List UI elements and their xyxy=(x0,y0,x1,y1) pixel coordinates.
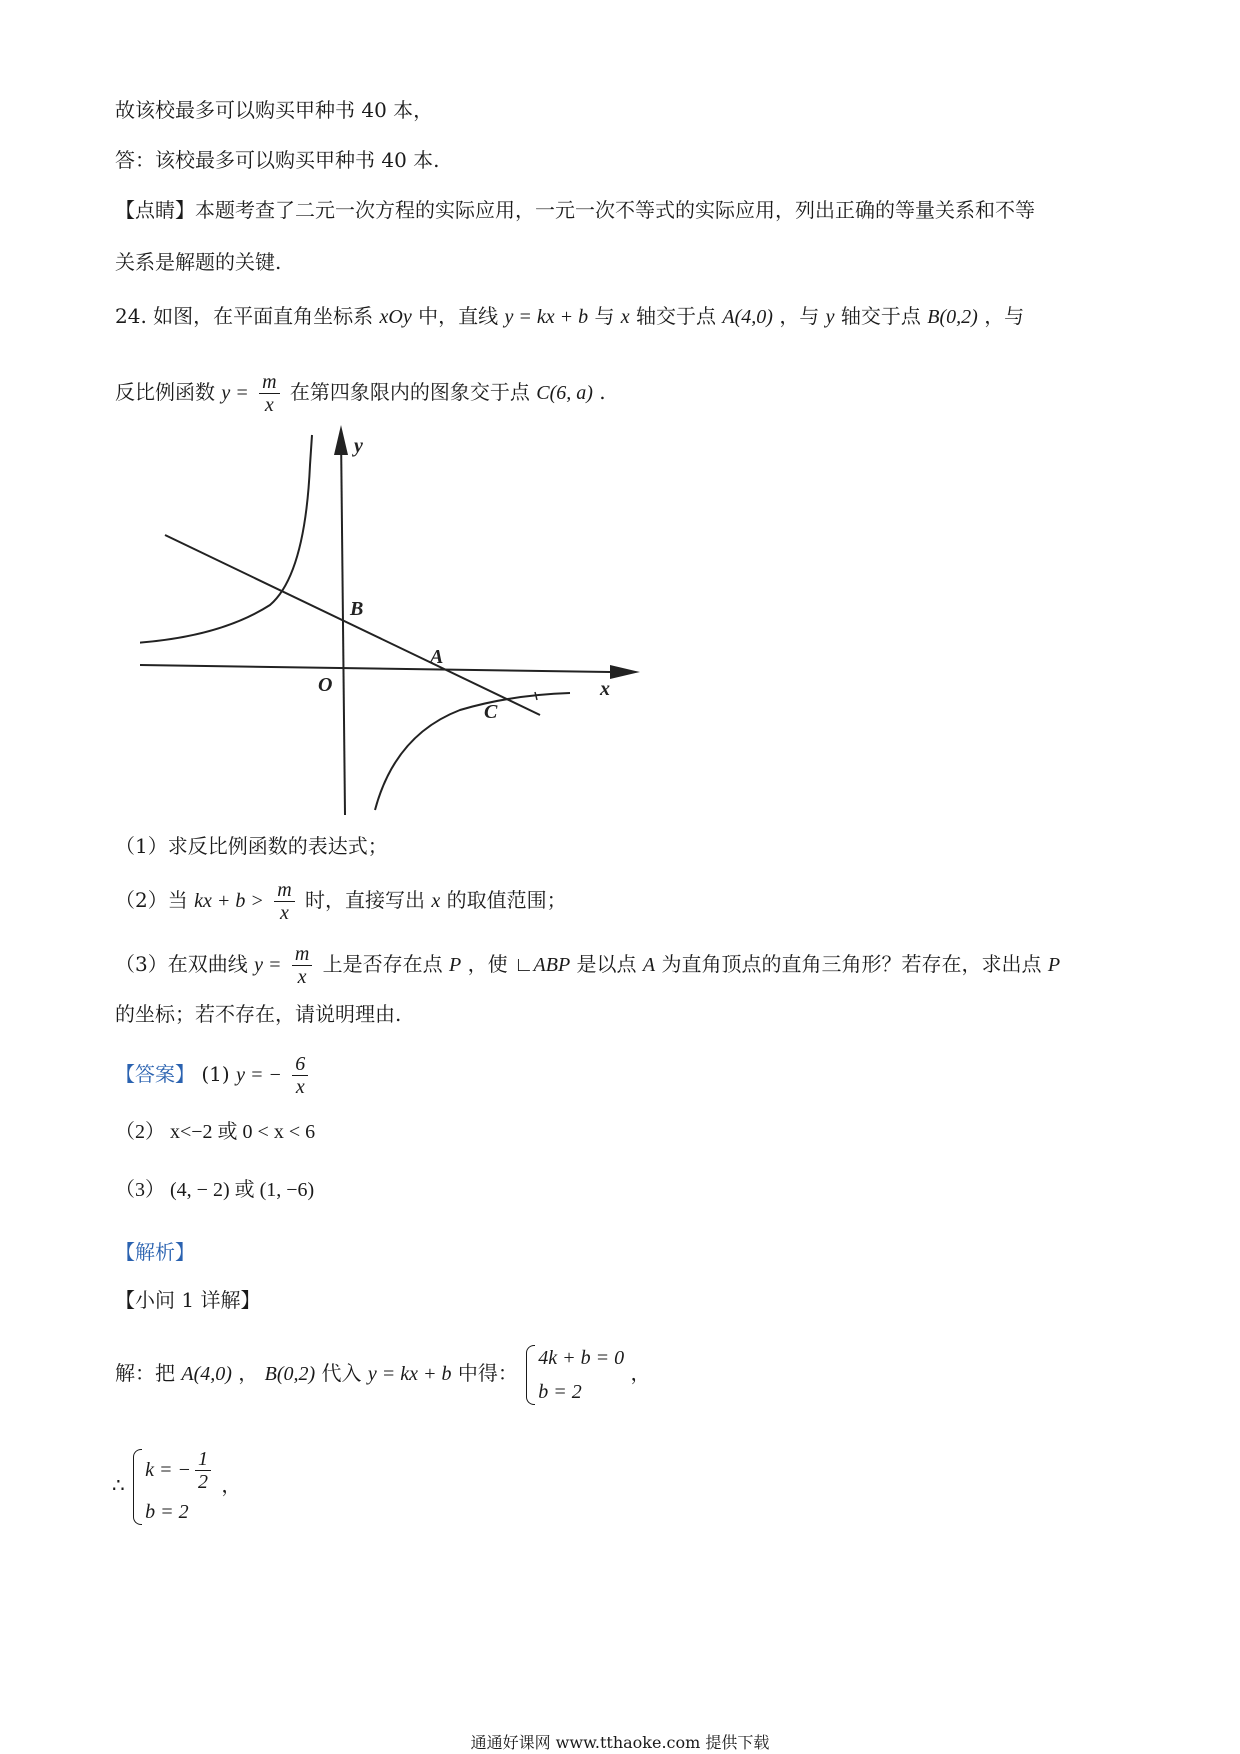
solution-line-1: 解：把 A(4,0) ， B(0,2) 代入 y = kx + b 中得： 4k + b = 0 b = 2 ， xyxy=(115,1335,650,1412)
label-x: x xyxy=(600,678,610,700)
text-line-2: 答：该校最多可以购买甲种书 40 本. xyxy=(115,148,440,172)
coordinate-graph xyxy=(140,425,640,815)
analysis-label: 【解析】 xyxy=(115,1240,195,1264)
label-B: B xyxy=(350,598,364,620)
footer: 通通好课网 www.tthaoke.com 提供下载 xyxy=(470,1733,770,1752)
answer-1: 【答案】 (1) y = − $\frac{6}{x}$ xyxy=(115,1050,312,1099)
answer-label: 【答案】 xyxy=(115,1062,195,1086)
solution-line-2: ∴ k = − $\frac{1}{2}$ b = 2 ， xyxy=(112,1430,241,1540)
label-y: y xyxy=(354,435,363,457)
x-axis-arrow xyxy=(610,665,640,679)
sub-question-1-heading: 【小问 1 详解】 xyxy=(115,1288,261,1312)
answer-2: （2） x<−2 或 0 < x < 6 xyxy=(115,1121,316,1143)
equation-system-2: k = − $\frac{1}{2}$ b = 2 xyxy=(131,1445,215,1529)
comment-line-1: 【点睛】本题考查了二元一次方程的实际应用，一元一次不等式的实际应用，列出正确的等量关系和不等 xyxy=(115,198,1035,222)
question-24-line-2: 反比例函数 y = $\frac{m}{x}$ 在第四象限内的图象交于点 C(6, a) . xyxy=(115,371,606,416)
part-1: （1）求反比例函数的表达式； xyxy=(115,834,388,858)
question-24-line-1: 24. 如图，在平面直角坐标系 xOy 中，直线 y = kx + b 与 x 轴交于点 A(4,0) ，与 y 轴交于点 B(0,2) ，与 xyxy=(115,304,1025,328)
text-line-1: 故该校最多可以购买甲种书 40 本， xyxy=(115,98,434,122)
y-axis-arrow xyxy=(334,425,348,455)
hyperbola-branch-4 xyxy=(375,693,570,810)
y-axis xyxy=(341,433,345,815)
part-3-line-1: （3）在双曲线 y = $\frac{m}{x}$ 上是否存在点 P ，使 ∟ABP 是以点 A 为直角顶点的直角三角形？若存在，求出点 P xyxy=(115,943,1061,988)
comment-line-2: 关系是解题的关键. xyxy=(115,250,282,274)
line-ykxb xyxy=(165,535,540,715)
answer-3: （3） (4, − 2) 或 (1, −6) xyxy=(115,1179,315,1201)
label-C: C xyxy=(484,701,498,723)
equation-system-1: 4k + b = 0 b = 2 xyxy=(524,1341,624,1409)
label-O: O xyxy=(318,674,333,696)
part-3-line-2: 的坐标；若不存在，请说明理由. xyxy=(115,1002,402,1026)
part-2: （2）当 kx + b > $\frac{m}{x}$ 时，直接写出 x 的取值范围； xyxy=(115,879,567,924)
label-A: A xyxy=(430,646,444,668)
x-axis xyxy=(140,665,610,672)
fraction-m-over-x: $\frac{m}{x}$ xyxy=(259,371,279,416)
hyperbola-branch-2 xyxy=(140,435,312,643)
